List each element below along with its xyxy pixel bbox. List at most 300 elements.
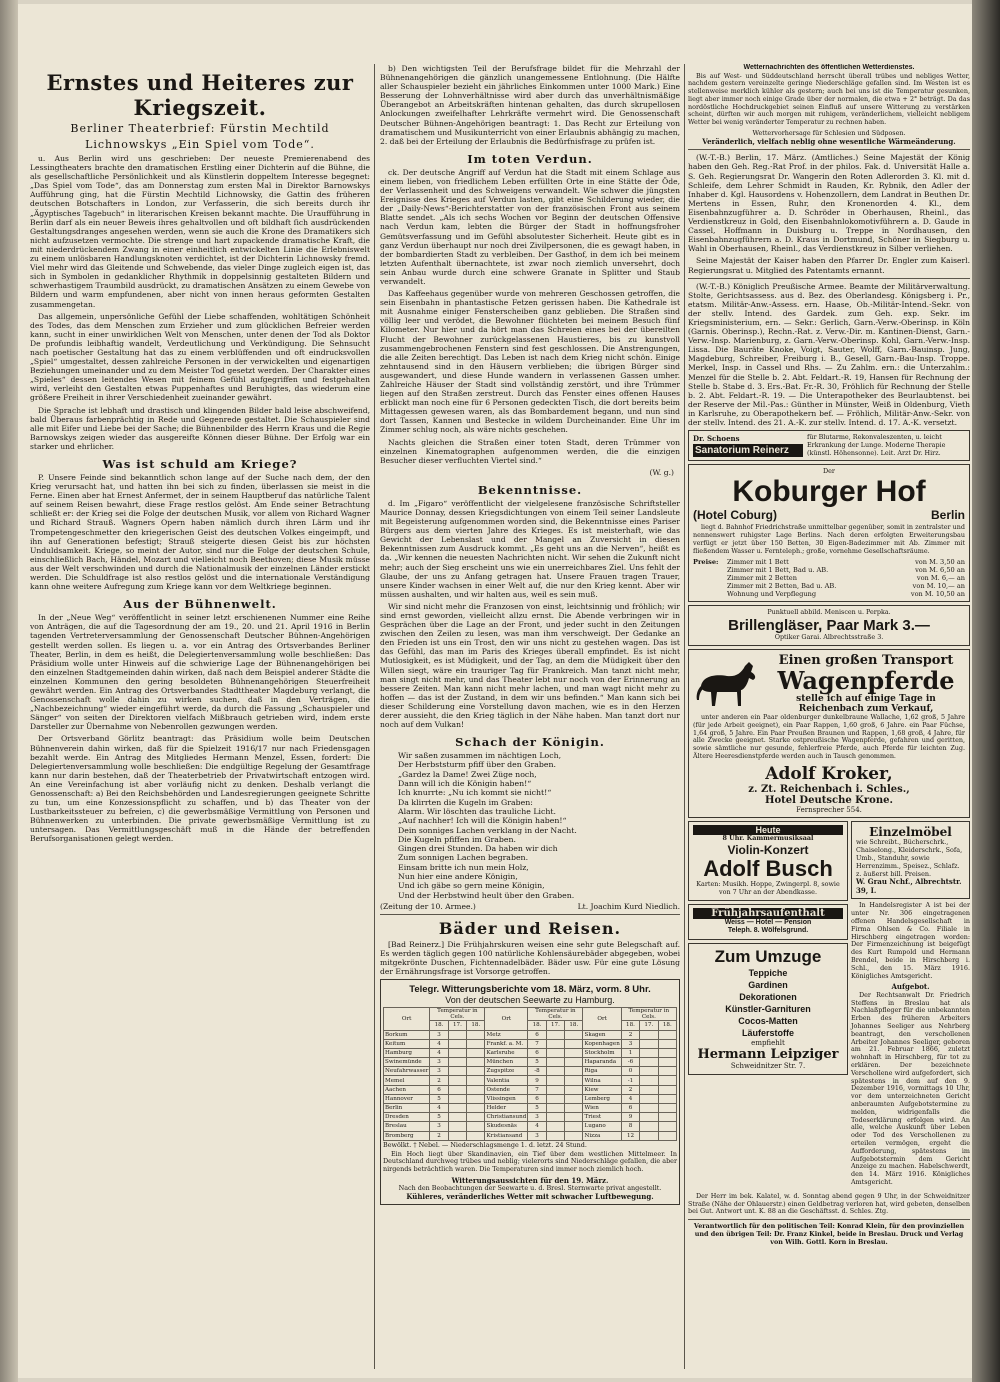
article-heading: Aus der Bühnenwelt. bbox=[123, 597, 277, 612]
article-paragraph: ck. Der deutsche Angriff auf Verdun hat die Stadt mit einem Schlage aus einem lieben, von friedlichem Leben erfüllten Orte in eine Stätte der Öde, der Verlassenheit und des Schweigens verwandelt. Wie schwer die jüngsten Ereignisse des Krieges auf Verdun lasten, gibt eine Schilderung wieder, die der „Daily-News“-Berichterstatter von der französischen Front aus seinem Blatte sendet. „Als ich sechs Wochen vor Beginn der deutschen Offensive nach Verdun kam, lebten die Bürger der Stadt in hoffnungsfroher Gemütsverfassung und im Gefühl absolutester Sicherheit. Heute gibt es in ganz Verdun überhaupt nur noch drei Zivilpersonen, die es gewagt haben, in der bombardierten Stadt zu verbleiben. Der Gasthof, in dem ich bei meinem letzten Aufenthalt übernachtete, ist zwar noch ziemlich unversehrt, doch sein Anbau wurde durch eine schwere Granate in Splitter und Staub verwandelt. bbox=[380, 167, 680, 286]
horse-icon bbox=[693, 656, 763, 712]
ad-horses-title: Wagenpferde bbox=[777, 666, 955, 696]
station-cell bbox=[640, 1113, 658, 1122]
ad-concert-title: Violin-Konzert bbox=[727, 843, 809, 858]
station-cell bbox=[448, 1058, 466, 1067]
station-temp: 0 bbox=[621, 1067, 639, 1076]
station-name: Christiansund bbox=[486, 1114, 527, 1121]
ad-row-left bbox=[688, 821, 848, 1189]
station-name: Dresden bbox=[384, 1113, 430, 1122]
station-temp: 12 bbox=[621, 1131, 639, 1140]
header-ort: Ort bbox=[384, 1008, 430, 1030]
station-cell bbox=[658, 1076, 676, 1085]
station-cell bbox=[467, 1113, 485, 1122]
station-name: Zugspitze bbox=[485, 1067, 528, 1076]
forecast-title: Witterungsaussichten für den 19. März. bbox=[451, 1175, 609, 1185]
article-paragraph: Die Sprache ist lebhaft und drastisch und klingenden Bilder bald leise abschweifend, bald Überaus farbenprächtig in Rede und Gegenrede gestaltet. Die Schauspieler sind alle mit Eifer und Liebe bei der Sache; die Bühnenbilder des Herrn Kraus und die Regie Barnowskys zeigen wieder das ausgereifte Können dieser Bühne. Der Erfolg war ein starker und ehrlicher. bbox=[30, 405, 370, 451]
table-row bbox=[384, 1122, 677, 1131]
station-name: München bbox=[485, 1058, 528, 1067]
ad-doctor-name: Dr. Schoens bbox=[693, 434, 740, 444]
station-temp: -6 bbox=[621, 1058, 639, 1067]
ad-row bbox=[688, 821, 970, 1189]
register-notice: In Handelsregister A ist bei der unter Nr. 306 eingetragenen offenen Handelsgesellschaft in Firma Ohlsen & Co. Filiale in Hirschberg eingetragen worden: Der Firmenzeichnung ist beigefügt des Kurt Rumpold und Hermann Brendel, beide in Hirschberg i. Schl., den 15. März 1916. Königliches Amtsgericht. bbox=[851, 901, 970, 980]
station-cell bbox=[546, 1058, 564, 1067]
ad-spring-text: Weiss — Hotel — Pension bbox=[724, 918, 812, 926]
ad-moving-name: Hermann Leipziger bbox=[697, 1047, 839, 1063]
ad-concert-head: Heute bbox=[693, 825, 843, 835]
station-name: Helder bbox=[485, 1104, 528, 1113]
header-temp: Temperatur in Cels. bbox=[621, 1008, 676, 1021]
ad-horses-header bbox=[693, 653, 965, 714]
ad-moving-item: Cocos-Matten bbox=[738, 1015, 798, 1026]
station-temp: -1 bbox=[621, 1076, 639, 1085]
ad-optician-title: Brillengläser, Paar Mark 3.— bbox=[728, 617, 930, 635]
station-cell bbox=[640, 1122, 658, 1131]
price-row bbox=[727, 566, 965, 574]
station-cell bbox=[640, 1048, 658, 1057]
station-temp: -8 bbox=[528, 1067, 546, 1076]
station-name: Valentia bbox=[485, 1076, 528, 1085]
station-cell bbox=[546, 1048, 564, 1057]
station-cell bbox=[448, 1067, 466, 1076]
station-temp: 3 bbox=[430, 1058, 448, 1067]
station-name: Karlsruhe bbox=[485, 1048, 528, 1057]
ad-sanatorium bbox=[688, 430, 970, 461]
station-temp: 9 bbox=[528, 1076, 546, 1085]
station-temp: 9 bbox=[621, 1113, 639, 1122]
station-cell bbox=[467, 1039, 485, 1048]
station-name: Stockholm bbox=[583, 1048, 621, 1057]
station-temp: 2 bbox=[430, 1076, 448, 1085]
header-ort: Ort bbox=[583, 1008, 621, 1030]
article-signature: (W. g.) bbox=[649, 467, 674, 477]
ad-horses-sub: stelle ich auf einige Tage in Reichenbach zum Verkauf, bbox=[796, 694, 936, 715]
station-cell bbox=[565, 1067, 583, 1076]
price-row bbox=[727, 582, 965, 590]
station-name: Memel bbox=[384, 1076, 430, 1085]
station-name: Neufahrwasser bbox=[385, 1068, 429, 1075]
ad-hotel-text: liegt d. Bahnhof Friedrichstraße unmittelbar gegenüber, somit in zentralster und nennenswert ruhigster Lage Berlins. Nach deren erfolgten Erweiterungsbau verfügt er jetzt über 150 Betten, 30 Eigen-Badezimmer mit Ab. Zimmer mit fließendem Wasser u. Fernteleph.; große, vornehme Gesellschaftsräume. bbox=[693, 523, 965, 555]
station-cell bbox=[640, 1067, 658, 1076]
station-name: Wien bbox=[583, 1104, 621, 1113]
station-temp: 4 bbox=[528, 1122, 546, 1131]
station-temp: 5 bbox=[528, 1058, 546, 1067]
station-name: Metz bbox=[485, 1030, 528, 1039]
price-value: von M. 3,50 an bbox=[915, 558, 965, 567]
station-cell bbox=[467, 1122, 485, 1131]
forecast-text: Veränderlich, vielfach neblig ohne wesentliche Wärmeänderung. bbox=[702, 136, 956, 146]
station-cell bbox=[658, 1122, 676, 1131]
station-temp: 3 bbox=[528, 1131, 546, 1140]
table-row bbox=[384, 1113, 677, 1122]
court-notice: Der Rechtsanwalt Dr. Friedrich Steffens in Breslau hat als Nachlaßpfleger für die unbekannten Erben des früheren Arbeiters Johannes Seeliger aus Nehrberg beantragt, den verschollenen Arbeiter Johannes Seeliger, geboren am 21. Februar 1866, zuletzt wohnhaft in Hirschberg, für tot zu erklären. Der bezeichnete Verschollene wird aufgefordert, sich spätestens in dem auf den 9. Dezember 1916, vormittags 10 Uhr, vor dem unterzeichneten Gericht anberaumten Aufgebotstermine zu melden, widrigenfalls die Todeserklärung erfolgen wird. An alle, welche Auskunft über Leben oder Tod des Verschollenen zu erteilen vermögen, ergeht die Aufforderung, spätestens im Aufgebotstermin dem Gericht Anzeige zu machen. Habelschwerdt, den 14. März 1916. Königliches Amtsgericht. bbox=[851, 990, 970, 1186]
ad-moving-item: Gardinen bbox=[748, 979, 788, 990]
station-cell bbox=[448, 1039, 466, 1048]
poem-title: Schach der Königin. bbox=[455, 735, 605, 750]
station-cell bbox=[467, 1048, 485, 1057]
article-paragraph: P. Unsere Feinde sind bekanntlich schon lange auf der Suche nach dem, der den Krieg verursacht hat, und hatten ihn bei sich zu finden, überlassen sie meist in die Ferne. Einen aber hat Ernest Anfermet, der in seinem Hauptberuf das natürliche Talent auf seinem Reisen bewahrt, diese Frage restlos gelöst. Am Ende seiner Betrachtung schließt er: der Krieg sei die Folge der deutschen Musik, vor allem von Richard Wagner und Richard Strauß. Wagners Opern haben nämlich durch ihren Lärm und ihr Trompetengeschmetter den kriegerischen Geist des deutschen Volkes eingeimpft, und ihn auf Generationen befestigt; Strauß steigerte diesen Geist bis zur höchsten Unduldsamkeit. Kriege, so meint der Autor, sind nur die Folge der deutschen Schule, einschließlich Bach, Händel, Mozart und vielleicht noch Beethoven; diese Musik müsse aus der Welt verschwinden und durch die Nationalmusik der einzelnen Länder erstickt werden. Die Schuldfrage ist also restlos gelöst und die internationale Verständigung kann ohne weitere Aufregung zum Kriege kann vor dem Weltkriege beginnen. bbox=[30, 473, 370, 592]
price-list bbox=[727, 558, 965, 598]
station-temp: 6 bbox=[430, 1085, 448, 1094]
ad-moving bbox=[688, 943, 848, 1075]
station-name: Nizza bbox=[583, 1131, 621, 1140]
divider bbox=[380, 914, 680, 915]
weather-note: Bewölkt. † Nebel. — Niederschlagsmenge 1. d. letzt. 24 Stund. bbox=[383, 1140, 587, 1149]
station-cell bbox=[640, 1076, 658, 1085]
station-cell bbox=[546, 1085, 564, 1094]
station-temp: 4 bbox=[430, 1104, 448, 1113]
ad-spring-title: Frühjahrsaufenthalt bbox=[693, 908, 843, 919]
station-cell bbox=[658, 1067, 676, 1076]
station-cell bbox=[565, 1048, 583, 1057]
station-cell bbox=[565, 1039, 583, 1048]
station-temp: 2 bbox=[621, 1030, 639, 1039]
station-cell bbox=[448, 1094, 466, 1103]
column-3 bbox=[688, 64, 970, 1369]
station-temp: 3 bbox=[430, 1030, 448, 1039]
station-cell bbox=[640, 1030, 658, 1039]
station-name: Swinemünde bbox=[384, 1058, 430, 1067]
article-paragraph: u. Aus Berlin wird uns geschrieben: Der neueste Premierenabend des Lessingtheaters brachte den dramatischen Erstling einer Dichterin auf die Bühne, die als gesellschaftliche Persönlichkeit und als Künstlerin doppeltem Interesse begegnet: „Das Spiel vom Tode“, das am Donnerstag zum ersten Mal in Direktor Barnowskys Aufführung ging, hat die Fürstin Mechtild Lichnowsky, die Gattin des früheren deutschen Botschafters in London, zur Verfasserin, die sich bereits durch ihr „Ägyptisches Tagebuch“ in literarischen Kreisen bekannt machte. Die Uraufführung in Berlin darf als ein neuer Beweis ihres gehaltvollen und oft bildhaft ſich ausdrückenden Gestaltungsdranges angesehen werden, wenn sie auch die Krone des Dramatikers sich nicht aufzusetzen vermochte. Die strenge und hart zupackende dramatische Kraft, die mit niederdrückendem Zwang in einer einheitlich entwickelten Linie die Erlebniswelt zu einem unlösbaren Handlungsknoten verdichtet, ist der Dichterin Lichnowsky fremd. Viel mehr wird das Gleitende und Schwebende, das vieler Dinge zugleich eigen ist, das sich in Symbolen in gedanklicher Rhythmik in doppelsinnig gestalteten Bildern und schwerhastigem Traumbild ausdrückt, zu dramatischen Ansätzen zu einem Gewebe von Bildern und warm empfundenen, aber nicht von innen heraus geformten Gestalten zusammengetan. bbox=[30, 154, 370, 309]
poem-source: (Zeitung der 10. Armee.) bbox=[380, 901, 476, 911]
divider bbox=[688, 278, 970, 279]
station-cell bbox=[565, 1085, 583, 1094]
station-name: Skagen bbox=[583, 1030, 621, 1039]
ad-hotel-koburger-hof bbox=[688, 464, 970, 602]
section-title: Ernstes und Heiteres zur Kriegszeit. bbox=[46, 70, 354, 120]
table-row bbox=[384, 1085, 677, 1094]
article-heading-line: Berliner Theaterbrief: Fürstin Mechtild bbox=[70, 122, 330, 135]
station-name: Borkum bbox=[384, 1030, 430, 1039]
station-name: Vlissingen bbox=[485, 1094, 528, 1103]
station-cell bbox=[546, 1104, 564, 1113]
station-cell bbox=[467, 1104, 485, 1113]
station-cell bbox=[546, 1039, 564, 1048]
station-temp: 8 bbox=[621, 1122, 639, 1131]
ad-hotel-sub: (Hotel Coburg) bbox=[693, 508, 777, 523]
ad-spring-phone: Teleph. 8. Wölfelsgrund. bbox=[727, 927, 809, 935]
table-row bbox=[384, 1039, 677, 1048]
station-temp: 3 bbox=[430, 1122, 448, 1131]
forecast-subtitle: Nach den Beobachtungen der Seewarte u. d. Bresl. Sternwarte privat angestellt. bbox=[398, 1184, 662, 1193]
column-2 bbox=[380, 64, 680, 1369]
table-row bbox=[384, 1094, 677, 1103]
ad-hotel-prices-label: Preise: bbox=[693, 558, 719, 567]
column-rule bbox=[374, 64, 375, 1369]
table-row bbox=[384, 1058, 677, 1067]
price-label: Wohnung und Verpflegung bbox=[727, 590, 817, 599]
station-cell bbox=[640, 1094, 658, 1103]
station-cell bbox=[640, 1058, 658, 1067]
ad-concert-artist: Adolf Busch bbox=[703, 856, 833, 882]
ad-optician-line: Punktuell abbild. Meniscen u. Perpka. bbox=[767, 608, 891, 617]
ad-sanatorium-brand bbox=[693, 435, 803, 457]
divider bbox=[688, 149, 970, 150]
station-name: Kristiansand bbox=[485, 1131, 528, 1140]
station-cell bbox=[467, 1094, 485, 1103]
ad-sanatorium-text: für Blutarme, Rekonvaleszenten, u. leicht Erkrankung der Lunge. Moderne Therapie (künstl. Höhensonne). Leit. Arzt Dr. Hirz. bbox=[807, 433, 946, 457]
header-day: 18. bbox=[430, 1021, 448, 1030]
ad-furniture-text: wie Schreibt., Bücherschrk., Chaiselong., Kleiderschrk., Sofa, Umb., Standuhr, sowie Herrenzimm., Speisez., Schlafz. z. äußerst bill. Preisen. bbox=[856, 838, 963, 878]
ad-horses-heading bbox=[767, 653, 965, 714]
station-name: Riga bbox=[583, 1067, 621, 1076]
station-cell bbox=[658, 1030, 676, 1039]
station-name: Aachen bbox=[384, 1085, 430, 1094]
station-name: Hannover bbox=[384, 1094, 430, 1103]
header-day: 18. bbox=[565, 1021, 583, 1030]
lost-notice: Der Herr im bek. Kalatel, w. d. Sonntag abend gegen 9 Uhr, in der Schweidnitzer Straße (Nähe der Ohlauerstr.) einen Geldbetrag verloren hat, wird gebeten, denselben bei Gut. Antwort unt. K. 88 an die Geschäftsst. d. Schles. Ztg. bbox=[688, 1191, 970, 1216]
station-name: Lemberg bbox=[583, 1094, 621, 1103]
table-row bbox=[384, 1131, 677, 1140]
station-name: Kopenhagen bbox=[584, 1040, 620, 1047]
header-day: 18. bbox=[528, 1021, 546, 1030]
weather-report bbox=[380, 979, 680, 1204]
ad-furniture bbox=[851, 821, 970, 899]
station-cell bbox=[658, 1039, 676, 1048]
price-row bbox=[727, 558, 965, 566]
column-rule bbox=[684, 64, 685, 1369]
ad-hotel-kicker: Der bbox=[823, 467, 835, 476]
station-cell bbox=[565, 1104, 583, 1113]
station-cell bbox=[658, 1131, 676, 1140]
station-cell bbox=[658, 1048, 676, 1057]
official-notice: (W.-T.-B.) Königlich Preußische Armee. Beamte der Militärverwaltung. Stolte, Gerichtsassess. aus d. Bez. des Oberlandesg. Königsberg i. Pr., etatsm. Militär-Anw.-Assess. ern. Haase, Ob.-Militär-Intend.-Sekr. von der stellv. Intend. des Gardek. zum Geh. exp. Sekr. im Kriegsministerium, ern. — Sekr.: Gerlich, Garn.-Verw.-Oberinsp. in Köln (Garnis. Oberinsp.), Rechn.-Rat. z. Verw.-Dir. m. Kantinen-Dienst, Garn.-Verw.-Insp. Marienburg, z. Garn.-Verw.-Oberinsp. Kohl, Garn.-Verw.-Insp. Lissa. Die Bauräte Knoke, Voigt, Sauter, Wolff, Garn.-Bauinsp. Jung, Magdeburg, Schreiber, Freiburg i. B., Gesell, Garn.-Bau-Insp. Troppe. Merkel, Insp. in Cassel und Rhs. — Zu Zahlm. ern.: die Unterzahlm.: Menzel für die Stelle b. 2. Abt. Feldart.-R. 19, Hansen für Rechnung der Stelle b. Stabe d. 3. Ers.-Bat. Fr.-R. 30, Fröhlich für Rechnung der Stelle b. 2. Abt. Feldart.-R. 19. — Die Unterapotheker des Beurlaubtenst. bei der Reserve der Mil.-Pas.: Günther in Münster, Weiß in Oldenburg, Vieth in Karlsruhe, zu Oberapothekern bef. — Fröhlich, Militär-Anw.-Sekr. von der stellv. Intend. des 21. A.-K. zur stellv. Intend. d. 17. A.-K. versetzt. bbox=[688, 281, 970, 427]
station-temp: 5 bbox=[528, 1104, 546, 1113]
article-paragraph: Das allgemein, unpersönliche Gefühl der Liebe schaffenden, wohltätigen Schönheit des Todes, das dem Menschen zum Erzieher und zum glücklichen Befreier werden kann, sucht in einer unwirklichen Welt von Menschen, unter denen der Tod als Doktor De profundis leibhaftig wandelt, Verdeutlichung und Verkündigung. Die Sehnsucht nach poetischer Gestaltung hat das zu einem verblüffenden und oft eindrucksvollen „Spiel“ umgestaltet, dessen zahlreiche Personen in der verwickelten und eigenartigen Beziehungen umeinander und zu dem Meister Tod gesetzt werden. Der Charakter eines „Spieles“ dessen leitendes Wesen mit feinem Gefühl aufgegriffen und festgehalten wird, verleiht den Gestalten etwas Puppenhaftes und Beruhigtes, das wiederum eine größere Freiheit in ihrer Verschiedenheit zueinander gewährt. bbox=[30, 311, 370, 403]
ad-concert-text: Karten: Musikh. Hoppe, Zwingerpl. 8, sowie von 7 Uhr an der Abendkasse. bbox=[696, 880, 840, 896]
station-cell bbox=[565, 1058, 583, 1067]
weather-news-title: Wetternachrichten des öffentlichen Wetterdienstes. bbox=[743, 64, 915, 71]
station-name: Keitum bbox=[384, 1039, 430, 1048]
station-temp: 4 bbox=[621, 1094, 639, 1103]
ad-dealer-name: Adolf Kroker, bbox=[765, 763, 893, 784]
article-paragraph: d. Im „Figaro“ veröffentlicht der vielgelesene französische Schriftsteller Maurice Donnay, dessen Kriegsdichtungen von einem Teil seiner Landsleute mit Begeisterung aufgenommen worden sind, die Bekenntnisse eines Pariser Bürgers aus dem vierten Jahre des Krieges. Es ist meisterhaft, wie das Gewicht der Lebenslast und der Mangel an Zuversicht in diesen Bekenntnissen zum Ausdruck kommt. „Es geht uns an die Nerven“, heißt es da. „Wir kennen die neuesten Nachrichten nicht. Wir sehen die Zukunft nicht mehr; auch der Sieg erscheint uns wie ein unerreichbares Ziel. Uns fehlt der Glaube, der uns zu Anfang getragen hat. Unsere Frauen tragen Trauer, unsere Kinder wachsen in einer Welt auf, die nur den Krieg kennt. Aber wir müssen aushalten, und wir halten aus, weil es sein muß. bbox=[380, 498, 680, 599]
poem-credit bbox=[380, 902, 680, 911]
weather-text: Ein Hoch liegt über Skandinavien, ein Tief über dem westlichen Mittelmeer. In Deutschland durchweg trübes und neblig; vielerorts sind Niederschläge gefallen, die aber nirgends beträchtlich waren. Die Temperaturen sind immer noch ziemlich hoch. bbox=[383, 1149, 677, 1174]
station-name: Kiew bbox=[583, 1085, 621, 1094]
article-heading: Was ist schuld am Kriege? bbox=[102, 457, 298, 471]
station-cell bbox=[658, 1113, 676, 1122]
column-1 bbox=[30, 64, 370, 1369]
scan-edge-left bbox=[0, 0, 18, 1382]
header-temp: Temperatur in Cels. bbox=[528, 1008, 583, 1021]
station-name: Berlin bbox=[384, 1104, 430, 1113]
ad-dealer-place: z. Zt. Reichenbach i. Schles., bbox=[748, 783, 910, 795]
weather-title: Telegr. Witterungsberichte vom 18. März, vorm. 8 Uhr. bbox=[409, 984, 651, 996]
price-value: von M. 10,50 an bbox=[910, 590, 965, 599]
station-cell bbox=[658, 1104, 676, 1113]
imprint: Verantwortlich für den politischen Teil: Konrad Klein, für den provinziellen und den übrigen Teil: Dr. Franz Kinkel, beide in Breslau. Druck und Verlag von Wilh. Gottl. Korn in Breslau. bbox=[693, 1222, 965, 1246]
ad-hotel-name: Koburger Hof bbox=[732, 475, 926, 509]
station-name: Haparanda bbox=[583, 1058, 621, 1067]
section-title: Bäder und Reisen. bbox=[438, 918, 622, 938]
station-cell bbox=[640, 1039, 658, 1048]
article-paragraph: Nachts gleichen die Straßen einer toten Stadt, deren Trümmer von einzelnen Kinematographen aufgenommen werden, die die einzigen Besucher dieser verfluchten Viertel sind.“ bbox=[380, 437, 680, 465]
station-cell bbox=[448, 1113, 466, 1122]
header-day: 17. bbox=[448, 1021, 466, 1030]
ad-hotel-city: Berlin bbox=[930, 508, 965, 523]
price-row bbox=[727, 574, 965, 582]
station-cell bbox=[448, 1122, 466, 1131]
station-temp: 3 bbox=[430, 1067, 448, 1076]
station-temp: 4 bbox=[430, 1048, 448, 1057]
station-cell bbox=[565, 1113, 583, 1122]
ad-moving-items bbox=[693, 967, 843, 1039]
notice-title: Aufgebot. bbox=[891, 982, 930, 992]
station-cell bbox=[546, 1131, 564, 1140]
station-name: Bromberg bbox=[384, 1131, 430, 1140]
station-name: Ostende bbox=[485, 1085, 528, 1094]
station-name: Triest bbox=[583, 1113, 621, 1122]
article-heading: Bekenntnisse. bbox=[477, 482, 583, 497]
station-cell bbox=[467, 1131, 485, 1140]
ad-moving-item: Läuferstoffe bbox=[741, 1027, 794, 1038]
station-cell bbox=[546, 1094, 564, 1103]
station-cell bbox=[546, 1076, 564, 1085]
ad-dealer-hotel: Hotel Deutsche Krone. bbox=[765, 794, 893, 806]
header-temp: Temperatur in Cels. bbox=[430, 1008, 485, 1021]
station-cell bbox=[448, 1030, 466, 1039]
station-cell bbox=[565, 1122, 583, 1131]
official-notice: Seine Majestät der Kaiser haben den Pfarrer Dr. Engler zum Kaiserl. Regierungsrat u. Mitglied des Patentamts ernannt. bbox=[688, 256, 970, 275]
station-name: Frankf. a. M. bbox=[485, 1039, 528, 1048]
poem-author: Lt. Joachim Kurd Niedlich. bbox=[577, 901, 680, 911]
station-temp: 4 bbox=[430, 1039, 448, 1048]
station-temp: 6 bbox=[528, 1048, 546, 1057]
station-cell bbox=[640, 1104, 658, 1113]
station-temp: 6 bbox=[528, 1030, 546, 1039]
ad-moving-rec: empfiehlt bbox=[751, 1038, 785, 1047]
station-temp: 2 bbox=[621, 1085, 639, 1094]
poem-text: Wir saßen zusammen im nächtigen Loch, Der Herbststurm pfiff über den Graben. „Gardez la Dame! Zwei Züge noch, Dann will ich die Königin haben!“ Ich knurrte: „Nu ich kommt sie nicht!“ Da klirrten die Kugeln im Graben: Alarm. Wir löschten das trauliche Licht. „Auf nachher! Ich will die Königin haben!“ Dein sonniges Lachen verklang in der Nacht. Die Kugeln pfiffen im Graben. Gingen drei Stunden. Da haben wir dich Zum sonnigen Lachen begraben. Einsam britte ich nun mein Holz, Nun hier eine andere Königin, Und ich gäbe so gern meine Königin, Und der Herbstwind heult über den Graben. bbox=[398, 751, 577, 900]
station-temp: 2 bbox=[430, 1131, 448, 1140]
article-paragraph: In der „Neue Weg“ veröffentlicht in seiner letzt erschienenen Nummer eine Reihe von Anträgen, die auf die Tagesordnung der am 19., 20. und 21. April 1916 in Berlin tagenden Vertreterversammlung der Genossenschaft Deutscher Bühnen-Angehörigen gestellt werden sollen. Es liegen u. a. vor ein Antrag des Ortsverbandes Berliner Theater, Berlin, in dem es heißt, die Delegiertenversammlung wolle beschließen: Das Präsidium wolle unter Hinweis auf die schwierige Lage der Bühnenangehörigen bei den einzelnen Stadtgemeinden dahin wirken, daß nach dem Beispiel anderer Städte die einzelnen Kommunen den gering besoldeten Bühnenangehörigen Steuerfreiheit gewährt werden. Ein Antrag des Ortsverbandes Stadttheater Magdeburg verlangt, die Genossenschaft wolle dahin zu wirken suchen, daß in den Verträgen, die „Nachbezeichnung“ wieder eingeführt werde, da durch die Fassung „Schauspieler und Sänger“ von seiten der Direktoren vielfach Mißbrauch getrieben wird, indem erste Darsteller zur Übernahme von Nebenrollen gezwungen werden. bbox=[30, 613, 370, 732]
station-cell bbox=[658, 1094, 676, 1103]
station-cell bbox=[448, 1104, 466, 1113]
weather-news-text: Bis auf West- und Süddeutschland herrscht überall trübes und nebliges Wetter, nachdem gestern vereinzelte geringe Niederschläge gefallen sind. Im Westen ist es stellenweise merklich kühler als gestern; auch bei uns ist die Temperatur gesunken, liegt aber immer noch einige Grade über der normalen, die etwa + 2° beträgt. Da das nordöstliche Hochdruckgebiet seinen Einfluß auf unsere Witterung zu verstärken scheint, dürften wir auch morgen mit ruhigem, veränderlichem, vielleicht nebligem Wetter bei wenig veränderter Temperatur zu rechnen haben. bbox=[688, 71, 970, 127]
station-cell bbox=[658, 1058, 676, 1067]
article-paragraph: [Bad Reinerz.] Die Frühjahrskuren weisen eine sehr gute Belegschaft auf. Es werden täglich gegen 100 natürliche Kohlensäurebäder abgegeben, wobei mitgekrönte Duschen, Fichtennadelbäder. Bäder usw. Für eine gute Lösung der Ernährungsfrage ist Vorsorge getroffen. bbox=[380, 939, 680, 977]
header-day: 17. bbox=[546, 1021, 564, 1030]
table-row bbox=[384, 1067, 677, 1076]
article-paragraph: Das Kaffeehaus gegenüber wurde von mehreren Geschossen getroffen, die sein Eisenbahn in phantastische Fetzen gerissen haben. Die Kathedrale ist mit Ausnahme einiger Fensterscheiben ganz geblieben. Die Straßen sind völlig leer und verödet, die Bewohner flüchteten bei meinem Besuch fünf Kilometer. Nur hier und da hört man das Schreien eines bei der übereilten Flucht der Bewohner zurückgelassenen Haustieres, bis zu kunstvoll zusammengebrochenen Fenstern sind fest geschlossen. Die Anstrengungen, die alle Zeiten berechtigt. Das Leben ist nach dem Krieg nicht schön. Einige zehntausend sind in den Häusern verblieben; die übrigen Bürger sind ausgewandert, und diese Hunde wandern in verlassenen Gassen umher. Zahlreiche Häuser der Stadt sind vollständig zerstört, und ihre Trümmer liegen auf den Straßen zerstreut. Durch das Fenster eines offenen Hauses erblickt man noch eine für 6 Personen gedeckten Tisch, die dort bereits beim Mittagessen gewesen waren, als das Bombardement begann, und nun sind dort Tassen, Kannen und Bestecke in wildem Durcheinander. Eine Uhr im Zimmer schlug noch, als wäre nichts geschehen. bbox=[380, 289, 680, 435]
ad-horses-kicker: Einen großen Transport bbox=[778, 653, 954, 669]
station-temp: 7 bbox=[528, 1085, 546, 1094]
price-row bbox=[727, 590, 965, 598]
station-cell bbox=[565, 1030, 583, 1039]
header-day: 18. bbox=[658, 1021, 676, 1030]
station-name: Skudesnäs bbox=[485, 1122, 528, 1131]
station-cell bbox=[565, 1094, 583, 1103]
station-cell bbox=[467, 1085, 485, 1094]
station-cell bbox=[467, 1058, 485, 1067]
table-row bbox=[384, 1104, 677, 1113]
ad-hotel-prices bbox=[693, 558, 965, 598]
official-notice: (W.-T.-B.) Berlin, 17. März. (Amtliches.) Seine Majestät der König haben den Geh. Reg.-Rat Prof. in der philos. Fak. d. Universität Halle a. S. Geh. Regierungsrat Dr. Wangerin den Roten Adlerorden 3. Kl. mit d. Schleife, dem Lehrer Schmidt in Rauden, Kr. Rybnik, den Adler der Inhaber d. Kgl. Hausordens v. Hohenzollern, dem Landrat in Beuthen Dr. Mertens in Essen, Ruhr, den Kronenorden 4. Kl., dem Eisenbahnzugführer a. D. Schröder in Oberhausen, Rheinl., das Verdienstkreuz in Gold, den Eisenbahnlokomotivführern a. D. Gaude in Cassel, Hoffmann in Duisburg u. Treppe in Nordhausen, den Eisenbahnzugführern a. D. Kraus in Dortmund, Schöner in Siegburg u. Wahl in Oberhausen, Rheinl., das Verdienstkreuz in Silber verliehen. bbox=[688, 153, 970, 254]
station-name: Lugano bbox=[583, 1122, 621, 1131]
station-cell bbox=[448, 1048, 466, 1057]
article-paragraph: Wir sind nicht mehr die Franzosen von einst, leichtsinnig und fröhlich; wir sind ernst geworden, vielleicht allzu ernst. Die Abende verbringen wir in Gesprächen über die Lage an der Front, und jeder sucht in den Zeitungen zwischen den Zeilen zu lesen, was man ihm verschweigt. Der Gedanke an den Frieden ist uns ein Trost, den wir uns nicht zu gestehen wagen. Das ist das Gefühl, das man im Paris des Krieges überall empfindet. Es ist nicht Mutlosigkeit, es ist Müdigkeit, und der Tag, an dem die Müdigkeit über den Willen siegt, wäre ein trauriger Tag für Frankreich. Man tanzt nicht mehr, man singt nicht mehr, und das Theater lebt nur noch von der Erinnerung an bessere Zeiten. Man kann nicht mehr lachen, und man wagt nicht mehr zu hoffen — das ist der Zustand, in dem wir uns befinden.“ Man kann sich bei dieser Schilderung eine Vorstellung davon machen, wie es in den Herzen derer aussieht, die den Krieg täglich in der Nähe haben. Man tanzt dort nur noch auf dem Vulkan! bbox=[380, 601, 680, 730]
weather-subtitle: Von der deutschen Seewarte zu Hamburg. bbox=[445, 995, 615, 1006]
station-name: Hamburg bbox=[384, 1048, 430, 1057]
station-cell bbox=[658, 1085, 676, 1094]
station-cell bbox=[467, 1076, 485, 1085]
station-temp: 6 bbox=[621, 1104, 639, 1113]
newspaper-page bbox=[18, 4, 973, 1378]
station-name: Breslau bbox=[384, 1122, 430, 1131]
ad-dealer-phone: Fernsprecher 554. bbox=[796, 805, 862, 814]
ad-optician bbox=[688, 605, 970, 646]
station-cell bbox=[467, 1067, 485, 1076]
price-label: Zimmer mit 1 Bett, Bad u. AB. bbox=[727, 566, 829, 575]
station-name: Wilna bbox=[583, 1076, 621, 1085]
forecast-text: Kühleres, veränderliches Wetter mit schwacher Luftbewegung. bbox=[406, 1192, 654, 1202]
ad-moving-addr: Schweidnitzer Str. 7. bbox=[730, 1062, 806, 1071]
header-ort: Ort bbox=[485, 1008, 528, 1030]
price-label: Zimmer mit 1 Bett bbox=[727, 558, 789, 567]
price-label: Zimmer mit 2 Betten bbox=[727, 574, 797, 583]
station-cell bbox=[565, 1131, 583, 1140]
ad-horses-text: unter anderen ein Paar oldenburger dunkelbraune Wallache, 1,62 groß, 5 Jahre (für jede Arbeit geeignet), ein Paar Rappen, 1,60 groß, 6 Jahre. ein Paar Füchse, 1,64 groß, 5 Jahre. Ein Paar Preußen Braunen und Rappen, 1,68 groß, 4 Jahre, für alle Zwecke geeignet. Starke ostpreußische Wagenpferde, gefahren und geritten, sowie sämtliche nur gesunde, fehlerfreie Pferde, auch Pferde für leichten Zug. Ältere Heeresdienstpferde werden auch in Tausch genommen. bbox=[693, 713, 965, 761]
price-label: Zimmer mit 2 Betten, Bad u. AB. bbox=[727, 582, 837, 591]
price-value: von M. 6,50 an bbox=[915, 566, 965, 575]
ad-row-right bbox=[851, 821, 970, 1189]
station-temp: 5 bbox=[430, 1094, 448, 1103]
station-cell bbox=[546, 1030, 564, 1039]
price-value: von M. 6,— an bbox=[916, 574, 965, 583]
station-cell bbox=[467, 1030, 485, 1039]
table-row bbox=[384, 1030, 677, 1039]
station-temp: 5 bbox=[430, 1113, 448, 1122]
station-temp: 3 bbox=[528, 1113, 546, 1122]
ad-moving-item: Künstler-Garnituren bbox=[725, 1003, 811, 1014]
ad-moving-title: Zum Umzuge bbox=[714, 946, 822, 966]
table-row bbox=[384, 1076, 677, 1085]
ad-spring-stay bbox=[688, 904, 848, 940]
article-paragraph: b) Den wichtigsten Teil der Berufsfrage bildet für die Mehrzahl der Bühnenangehörigen die gänzlich unangemessene Entlohnung. (Die Hälfte aller Schauspieler bezieht ein jährliches Einkommen unter 1000 Mark.) Eine Besserung der Lohnverhältnisse wird aber durch das unverhältnismäßige Überangebot an Arbeitskräften hintenan gehalten, das durch skrupellosen Anlockungen zweifelhafter Lehrkräfte vermehrt wird. Die Genossenschaft Deutscher Bühnen-Angehörigen beantragt: 1. Das Recht zur Erteilung von dramatischem und Musikunterricht von einer Erlaubnis abhängig zu machen, 2. daß bei der Erteilung der Erlaubnis die Bedürfnisfrage zu prüfen ist. bbox=[380, 64, 680, 146]
ad-furniture-shop: W. Grau Nchf., Albrechtstr. 39, I. bbox=[856, 877, 962, 895]
station-cell bbox=[546, 1113, 564, 1122]
header-day: 17. bbox=[640, 1021, 658, 1030]
ad-concert-time: 8 Uhr. Kammermusiksaal bbox=[722, 834, 814, 843]
article-heading-line: Lichnowskys „Ein Spiel vom Tode“. bbox=[85, 138, 315, 151]
ad-hotel-subline bbox=[693, 508, 965, 522]
header-day: 18. bbox=[467, 1021, 485, 1030]
station-cell bbox=[448, 1131, 466, 1140]
header-day: 18. bbox=[621, 1021, 639, 1030]
station-cell bbox=[448, 1076, 466, 1085]
ad-horses bbox=[688, 649, 970, 818]
station-cell bbox=[640, 1085, 658, 1094]
price-value: von M. 10,— an bbox=[912, 582, 965, 591]
divider bbox=[688, 1219, 970, 1220]
station-cell bbox=[546, 1122, 564, 1131]
ad-moving-item: Teppiche bbox=[748, 967, 788, 978]
station-temp: 7 bbox=[528, 1039, 546, 1048]
station-cell bbox=[448, 1085, 466, 1094]
station-cell bbox=[565, 1076, 583, 1085]
station-temp: 3 bbox=[621, 1039, 639, 1048]
ad-optician-sub: Optiker Garai. Albrechtsstraße 3. bbox=[774, 633, 884, 642]
station-temp: 6 bbox=[528, 1094, 546, 1103]
article-heading: Im toten Verdun. bbox=[467, 151, 593, 166]
scan-edge-right bbox=[972, 0, 1000, 1382]
ad-moving-item: Dekorationen bbox=[739, 991, 797, 1002]
station-cell bbox=[546, 1067, 564, 1076]
station-cell bbox=[640, 1131, 658, 1140]
table-row bbox=[384, 1048, 677, 1057]
article-paragraph: Der Ortsverband Görlitz beantragt: das Präsidium wolle beim Deutschen Bühnenverein dahin wirken, daß für die Spielzeit 1916/17 nur nach Friedensgagen bezahlt werde. Ein Antrag des Mitgliedes Hermann Menzel, Essen, fordert: Die Delegiertenversammlung wolle beschließen: Die endgültige Regelung der Gesamtfrage kann nur darin bestehen, daß der Theaterbetrieb der Privatwirtschaft entzogen wird. An eine Vereinfachung ist aber vorläufig nicht zu denken. Deshalb verlangt die Genossenschaft: a) Bei den Reichsbehörden und Landesregierungen geeignete Schritte zu tun, um eine Konzessionspflicht zu schaffen, und b) das Theater von der Lustbarkeitssteuer zu befreien, c) die gewerbsmäßige Vermittlung von Personen und Bühnenwerken zu unterbinden. Die private gewerbsmäßige Vermittlung ist zu untersagen. Das Vermittlungsgeschäft muß in die Hände der betreffenden Berufsorganisationen gelegt werden. bbox=[30, 734, 370, 844]
